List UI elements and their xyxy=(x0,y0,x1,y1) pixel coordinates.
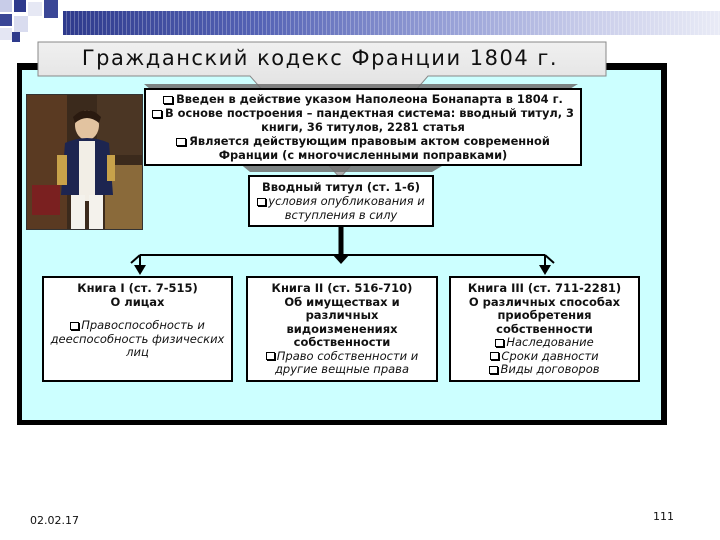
book-heading: Книга II (ст. 516-710) xyxy=(271,281,413,295)
slide-number: 111 xyxy=(653,510,674,523)
book-1-box xyxy=(42,276,233,382)
slide-title: Гражданский кодекс Франции 1804 г. xyxy=(81,46,559,70)
square-bullet-icon xyxy=(495,339,504,347)
book-item: Виды договоров xyxy=(455,363,634,377)
book-heading: Книга III (ст. 711-2281) xyxy=(467,281,622,295)
book-2-box xyxy=(246,276,438,382)
square-bullet-icon xyxy=(266,352,275,360)
book-3-box xyxy=(449,276,640,382)
square-bullet-icon xyxy=(490,352,499,360)
intro-item: Является действующим правовым актом современной Франции (с многочисленными поправками) xyxy=(152,134,574,162)
intro-box xyxy=(144,88,582,166)
book-heading: Книга I (ст. 7-515) xyxy=(77,281,198,295)
square-bullet-icon xyxy=(163,96,173,104)
square-bullet-icon xyxy=(257,198,266,206)
intro-item: Введен в действие указом Наполеона Бонапарта в 1804 г. xyxy=(152,92,574,106)
book-subheading: О лицах xyxy=(110,294,165,309)
introductory-title-heading: Вводный титул (ст. 1-6) xyxy=(261,180,421,194)
book-subheading: Об имуществах и различных видоизменениях собственности xyxy=(284,294,400,349)
book-subheading: О различных способах приобретения собственности xyxy=(468,294,621,336)
square-bullet-icon xyxy=(489,366,498,374)
square-bullet-icon xyxy=(176,138,186,146)
book-item: Наследование xyxy=(455,336,634,350)
book-item: Право собственности и другие вещные права xyxy=(252,350,432,377)
introductory-title-box xyxy=(248,175,434,227)
introductory-title-item: условия опубликования и вступления в силу xyxy=(254,194,428,222)
slide-date: 02.02.17 xyxy=(30,514,79,527)
book-item: Правоспособность и дееспособность физических лиц xyxy=(50,318,225,359)
square-bullet-icon xyxy=(152,110,162,118)
book-item: Сроки давности xyxy=(455,350,634,364)
square-bullet-icon xyxy=(70,322,79,330)
intro-item: В основе построения – пандектная система: вводный титул, 3 книги, 36 титулов, 2281 статья xyxy=(152,106,574,134)
